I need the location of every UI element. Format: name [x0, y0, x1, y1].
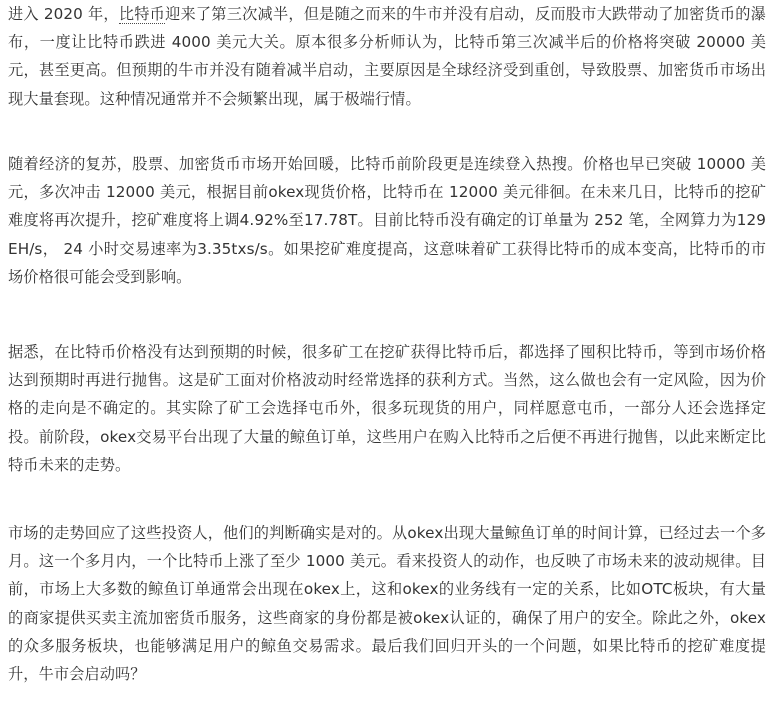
- bitcoin-keyword-link[interactable]: 比特币: [118, 5, 166, 23]
- paragraph-1-lead: 进入 2020 年，: [8, 5, 119, 23]
- paragraph-1-rest: 迎来了第三次减半，但是随之而来的牛市并没有启动，反而股市大跌带动了加密货币的瀑布，一度让比特币跌进 4000 美元大关。原本很多分析师认为，比特币第三次减半后的价格将突破 20000 美元，甚至更高。但预期的牛市并没有随着减半启动，主要原因是全球经济受到重创，导致股票、加密货币市场出现大量套现。这种情况通常并不会频繁出现，属于极端行情。: [8, 5, 766, 108]
- paragraph-2: 随着经济的复苏，股票、加密货币市场开始回暖，比特币前阶段更是连续登入热搜。价格也早已突破 10000 美元，多次冲击 12000 美元，根据目前okex现货价格，比特币在 12000 美元徘徊。在未来几日，比特币的挖矿难度将再次提升，挖矿难度将上调4.92%至17.78T。目前比特币没有确定的订单量为 252 笔，全网算力为129EH/s， 24 小时交易速率为3.35txs/s。如果挖矿难度提高，这意味着矿工获得比特币的成本变高，比特币的市场价格很可能会受到影响。: [8, 155, 766, 286]
- paragraph-3: 据悉，在比特币价格没有达到预期的时候，很多矿工在挖矿获得比特币后，都选择了囤积比特币，等到市场价格达到预期时再进行抛售。这是矿工面对价格波动时经常选择的获利方式。当然，这么做也会有一定风险，因为价格的走向是不确定的。其实除了矿工会选择屯币外，很多玩现货的用户，同样愿意屯币，一部分人还会选择定投。前阶段，okex交易平台出现了大量的鲸鱼订单，这些用户在购入比特币之后便不再进行抛售，以此来断定比特币未来的走势。: [8, 343, 766, 474]
- paragraph-4: 市场的走势回应了这些投资人，他们的判断确实是对的。从okex出现大量鲸鱼订单的时间计算，已经过去一个多月。这一个多月内，一个比特币上涨了至少 1000 美元。看来投资人的动作，也反映了市场未来的波动规律。目前，市场上大多数的鲸鱼订单通常会出现在okex上，这和okex的业务线有一定的关系，比如OTC板块，有大量的商家提供买卖主流加密货币服务，这些商家的身份都是被okex认证的，确保了用户的安全。除此之外，okex的众多服务板块，也能够满足用户的鲸鱼交易需求。最后我们回归开头的一个问题，如果比特币的挖矿难度提升，牛市会启动吗？: [8, 524, 766, 684]
- paragraph-1: [8, 0, 766, 113]
